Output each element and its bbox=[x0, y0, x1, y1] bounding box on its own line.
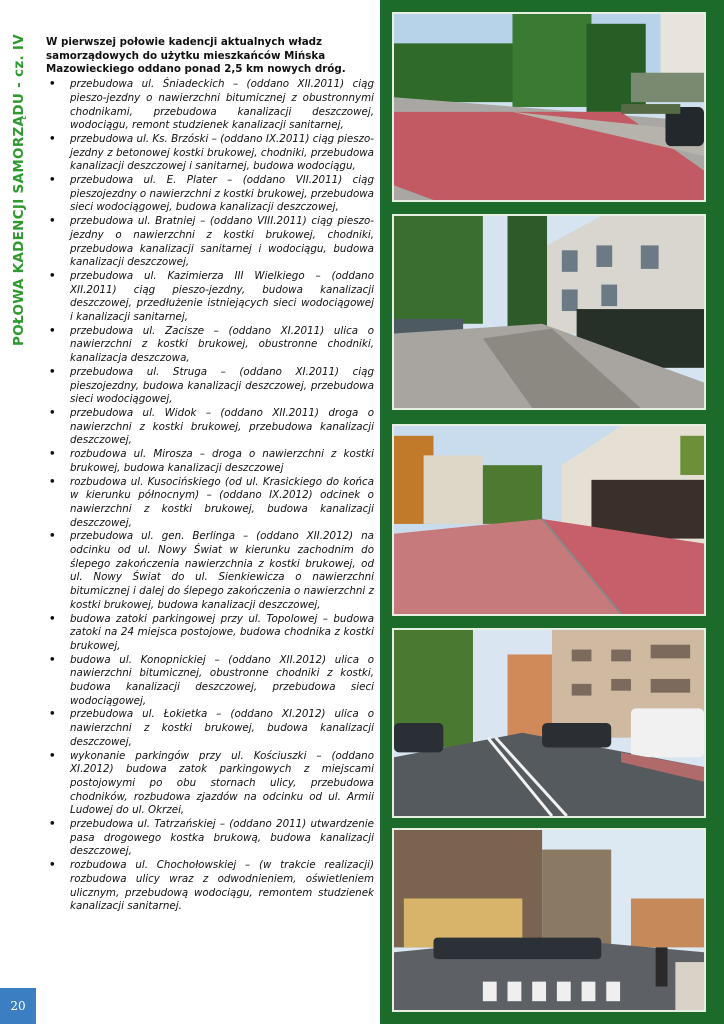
section-title-vertical bbox=[6, 34, 32, 346]
list-item: • przebudowa ul. Łokietka – (oddano XI.2012) ulica o nawierzchni z kostki brukowej, budowa kanalizacji deszczowej, bbox=[46, 708, 374, 749]
section-title: POŁOWA KADENCJI SAMORZĄDU - cz. IV bbox=[11, 34, 27, 346]
intro-paragraph: W pierwszej połowie kadencji aktualnych władz samorządowych do użytku mieszkańców Mińska Mazowieckiego oddano ponad 2,5 km nowych dróg. bbox=[46, 36, 346, 76]
list-item: • wykonanie parkingów przy ul. Kościuszki – (oddano XI.2012) budowa zatok parkingowych z miejscami postojowymi po obu stornach ulicy, przebudowa chodników, rozbudowa zjazdów na odcinku od ul. Armii Ludowej do ul. Okrzei, bbox=[46, 750, 374, 819]
list-item: • rozbudowa ul. Chochołowskiej – (w trakcie realizacji) rozbudowa ulicy wraz z odwodnieniem, oświetleniem ulicznym, przebudową wodociągu, remontem studzienek kanalizacji sanitarnej. bbox=[46, 859, 374, 914]
list-item: • budowa ul. Konopnickiej – (oddano XII.2012) ulica o nawierzchni bitumicznej, obustronne chodniki z kostki, budowa kanalizacji deszczowej, przebudowa sieci wodociągowej, bbox=[46, 654, 374, 709]
road-works-list bbox=[46, 78, 374, 914]
list-item: • przebudowa ul. Bratniej – (oddano VIII.2011) ciąg pieszo-jezdny o nawierzchni z kostki brukowej, chodniki, przebudowa kanalizacji sanitarnej i wodociągu, budowa kanalizacji deszczowej, bbox=[46, 215, 374, 270]
list-item: • przebudowa ul. Tatrzańskiej – (oddano 2011) utwardzenie pasa drogowego kostka brukową, budowa kanalizacji deszczowej, bbox=[46, 818, 374, 859]
street-photo-4 bbox=[392, 628, 706, 818]
list-item: • przebudowa ul. Zacisze – (oddano XI.2011) ulica o nawierzchni z kostki brukowej, obustronne chodniki, kanalizacja deszczowa, bbox=[46, 325, 374, 366]
list-item: • rozbudowa ul. Kusocińskiego (od ul. Krasickiego do końca w kierunku północnym) – (oddano IX.2012) odcinek o nawierzchni z kostki brukowej, budowa kanalizacji deszczowej, bbox=[46, 476, 374, 531]
street-photo-2 bbox=[392, 214, 706, 410]
list-item: • przebudowa ul. E. Plater – (oddano VII.2011) ciąg pieszojezdny o nawierzchni z kostki brukowej, przebudowa sieci wodociągowej, budowa kanalizacji deszczowej, bbox=[46, 174, 374, 215]
list-item: • rozbudowa ul. Mirosza – droga o nawierzchni z kostki brukowej, budowa kanalizacji deszczowej bbox=[46, 448, 374, 475]
street-photo-1 bbox=[392, 12, 706, 202]
list-item: • przebudowa ul. Ks. Brzóski – (oddano IX.2011) ciąg pieszo-jezdny z betonowej kostki brukowej, chodniki, przebudowa kanalizacji deszczowej i sanitarnej, budowa wodociągu, bbox=[46, 133, 374, 174]
street-photo-5 bbox=[392, 828, 706, 1012]
list-item: • budowa zatoki parkingowej przy ul. Topolowej – budowa zatoki na 24 miejsca postojowe, budowa chodnika z kostki brukowej, bbox=[46, 613, 374, 654]
photo-column bbox=[380, 0, 724, 1024]
list-item: • przebudowa ul. Widok – (oddano XII.2011) droga o nawierzchni z kostki brukowej, przebudowa kanalizacji deszczowej, bbox=[46, 407, 374, 448]
list-item: • przebudowa ul. Struga – (oddano XI.2011) ciąg pieszojezdny, budowa kanalizacji deszczowej, przebudowa sieci wodociągowej, bbox=[46, 366, 374, 407]
street-photo-3 bbox=[392, 424, 706, 616]
list-item: • przebudowa ul. Śniadeckich – (oddano XII.2011) ciąg pieszo-jezdny o nawierzchni bitumicznej z obustronnymi chodnikami, przebudowa kanalizacji deszczowej, wodociągu, remont studzienek kanalizacji sanitarnej, bbox=[46, 78, 374, 133]
page-number: 20 bbox=[0, 988, 36, 1024]
list-item: • przebudowa ul. Kazimierza III Wielkiego – (oddano XII.2011) ciąg pieszo-jezdny, budowa kanalizacji deszczowej, przedłużenie istniejących sieci wodociągowej i kanalizacji sanitarnej, bbox=[46, 270, 374, 325]
article-text bbox=[46, 36, 374, 914]
list-item: • przebudowa ul. gen. Berlinga – (oddano XII.2012) na odcinku od ul. Nowy Świat w kierunku zachodnim do ślepego zakończenia nawierzchnia z kostki brukowej, od ul. Nowy Świat do ul. Sienkiewicza o nawierzchni bitumicznej i dalej do ślepego zakończenia o nawierzchni z kostki brukowej, budowa kanalizacji deszczowej, bbox=[46, 530, 374, 612]
